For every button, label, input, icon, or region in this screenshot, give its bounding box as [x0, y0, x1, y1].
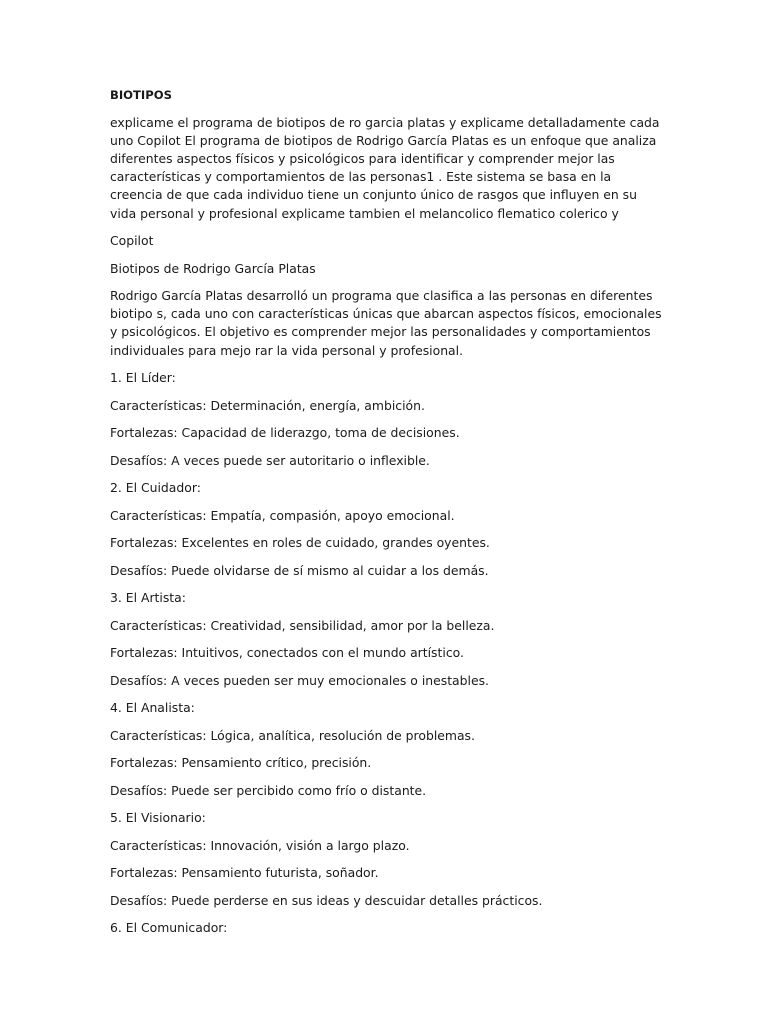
section-heading: Biotipos de Rodrigo García Platas	[110, 260, 316, 276]
biotype-challenges: Desafíos: Puede olvidarse de sí mismo al cuidar a los demás.	[110, 562, 489, 578]
biotype-heading-analista: 4. El Analista:	[110, 700, 195, 716]
biotype-strengths: Fortalezas: Intuitivos, conectados con el mundo artístico.	[110, 645, 464, 661]
speaker-label: Copilot	[110, 233, 154, 249]
biotype-strengths: Fortalezas: Excelentes en roles de cuidado, grandes oyentes.	[110, 535, 490, 551]
description-paragraph: Rodrigo García Platas desarrolló un programa que clasifica a las personas en diferentes biotipo s, cada uno con características únicas que abarcan aspectos físicos, emocionales y psicológicos. El objetivo es comprender mejor las personalidades y comportamientos individuales para mejo rar la vida personal y profesional.	[110, 288, 662, 358]
biotype-characteristics: Características: Determinación, energía, ambición.	[110, 397, 425, 413]
biotype-strengths: Fortalezas: Capacidad de liderazgo, toma de decisiones.	[110, 425, 460, 441]
biotype-characteristics: Características: Empatía, compasión, apoyo emocional.	[110, 507, 455, 523]
biotype-challenges: Desafíos: Puede perderse en sus ideas y descuidar detalles prácticos.	[110, 892, 543, 908]
biotype-strengths: Fortalezas: Pensamiento futurista, soñador.	[110, 865, 379, 881]
biotype-characteristics: Características: Lógica, analítica, resolución de problemas.	[110, 727, 475, 743]
biotype-characteristics: Características: Creatividad, sensibilidad, amor por la belleza.	[110, 617, 495, 633]
biotype-challenges: Desafíos: A veces puede ser autoritario o inflexible.	[110, 452, 430, 468]
document-title: BIOTIPOS	[110, 88, 172, 102]
biotype-heading-visionario: 5. El Visionario:	[110, 810, 206, 826]
biotype-heading-cuidador: 2. El Cuidador:	[110, 480, 201, 496]
biotype-challenges: Desafíos: A veces pueden ser muy emocionales o inestables.	[110, 672, 489, 688]
biotype-challenges: Desafíos: Puede ser percibido como frío o distante.	[110, 782, 427, 798]
biotype-heading-comunicador: 6. El Comunicador:	[110, 920, 228, 936]
biotype-strengths: Fortalezas: Pensamiento crítico, precisión.	[110, 755, 372, 771]
document-page	[110, 86, 662, 947]
biotype-heading-artista: 3. El Artista:	[110, 590, 186, 606]
intro-paragraph: explicame el programa de biotipos de ro garcia platas y explicame detalladamente cada uno Copilot El programa de biotipos de Rodrigo García Platas es un enfoque que analiza diferentes aspectos físicos y psicológicos para identificar y comprender mejor las características y comportamientos de las personas1 . Este sistema se basa en la creencia de que cada individuo tiene un conjunto único de rasgos que influyen en su vida personal y profesional explicame tambien el melancolico flematico colerico y	[110, 114, 660, 221]
biotype-characteristics: Características: Innovación, visión a largo plazo.	[110, 837, 410, 853]
biotype-heading-lider: 1. El Líder:	[110, 370, 176, 386]
